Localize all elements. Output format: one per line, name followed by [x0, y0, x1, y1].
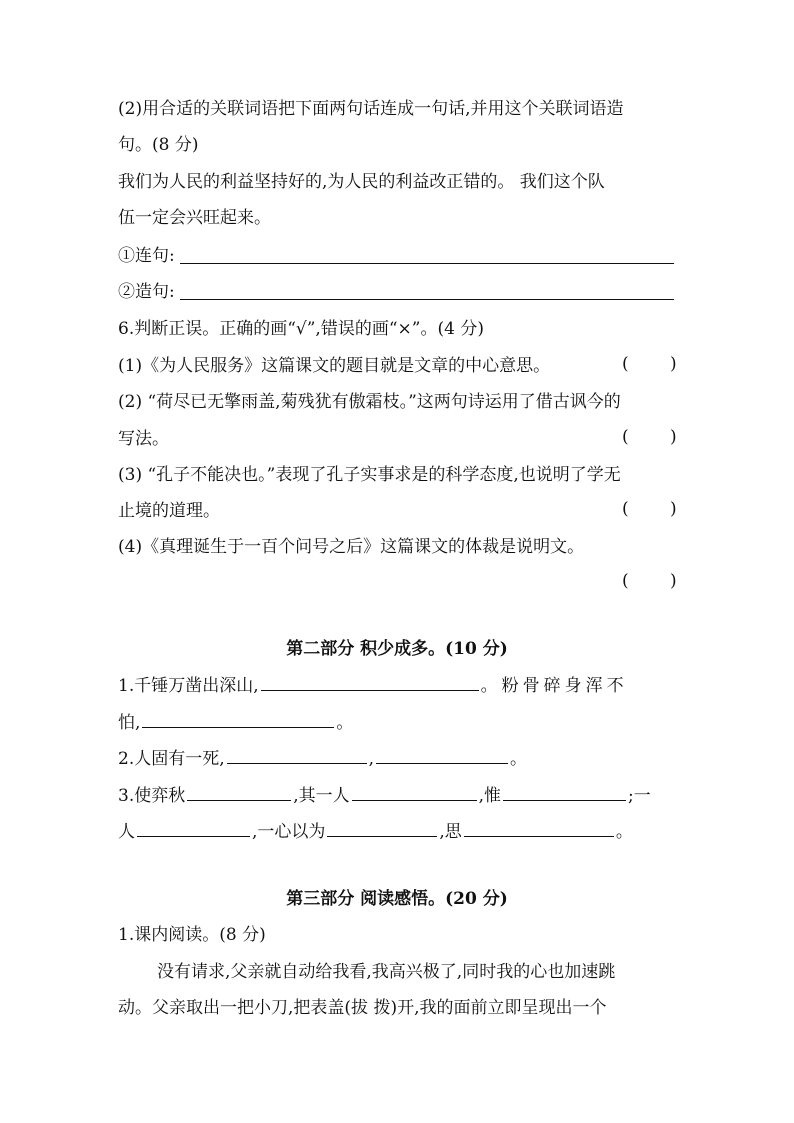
blank-4[interactable]: [376, 746, 508, 764]
blank-10[interactable]: [464, 819, 614, 837]
q6-item-3-line2: 止境的道理。: [118, 501, 220, 521]
part3-q1-title: 1.课内阅读。(8 分): [118, 925, 266, 945]
part2-q1-line2: [118, 710, 678, 735]
paren-close: ): [670, 427, 677, 447]
q6-title: 6.判断正误。正确的画“√”,错误的画“×”。(4 分): [118, 319, 484, 339]
blank-1[interactable]: [261, 673, 479, 691]
part2-q3-line1: [118, 783, 678, 808]
q6-item-3-line1: (3) “孔子不能决也。”表现了孔子实事求是的科学态度,也说明了学无: [118, 465, 621, 485]
q3-text-a: 3.使弈秋: [118, 786, 186, 806]
q2-text-b: ,: [368, 749, 375, 769]
blank-7[interactable]: [503, 783, 626, 801]
lian-ju-label: ①连句:: [118, 246, 175, 266]
q3-text-b: ,其一人: [293, 786, 350, 806]
blank-9[interactable]: [327, 819, 437, 837]
part3-heading: 第三部分 阅读感悟。(20 分): [286, 889, 508, 909]
lian-ju-answer-line[interactable]: [180, 263, 674, 264]
paren-open: (: [622, 499, 629, 519]
part2-q1-line1: [118, 673, 678, 698]
blank-5[interactable]: [187, 783, 291, 801]
q3-text-g: ,思: [439, 822, 462, 842]
reading-passage-line2: 动。父亲取出一把小刀,把表盖(拔 拨)开,我的面前立即呈现出一个: [118, 998, 607, 1018]
paren-close: ): [670, 499, 677, 519]
paren-open: (: [622, 354, 629, 374]
q1-text-b: 。粉骨碎身浑不: [480, 676, 628, 696]
q1-text-a: 1.千锤万凿出深山,: [118, 676, 259, 696]
q6-item-2-line1: (2) “荷尽已无擎雨盖,菊残犹有傲霜枝。”这两句诗运用了借古讽今的: [118, 392, 621, 412]
q3-text-h: 。: [615, 822, 633, 842]
zao-ju-answer-line[interactable]: [180, 299, 674, 300]
part2-q2: [118, 746, 678, 771]
q2-text-a: 2.人固有一死,: [118, 749, 225, 769]
q3-text-e: 人: [118, 822, 135, 842]
blank-8[interactable]: [137, 819, 250, 837]
q6-item-1: (1)《为人民服务》这篇课文的题目就是文章的中心意思。: [118, 356, 551, 376]
part2-q3-line2: [118, 819, 678, 844]
q6-item-2-line2: 写法。: [118, 429, 169, 449]
q5-2-prompt-line2: 句。(8 分): [118, 135, 199, 155]
blank-6[interactable]: [352, 783, 477, 801]
reading-passage-line1: 没有请求,父亲就自动给我看,我高兴极了,同时我的心也加速跳: [157, 962, 616, 982]
zao-ju-label: ②造句:: [118, 282, 175, 302]
paren-open: (: [622, 571, 629, 591]
q6-item-2-answer[interactable]: [622, 427, 678, 447]
q5-2-prompt-line1: (2)用合适的关联词语把下面两句话连成一句话,并用这个关联词语造: [118, 99, 624, 119]
blank-3[interactable]: [227, 746, 367, 764]
q2-text-c: 。: [510, 749, 528, 769]
q3-text-f: ,一心以为: [252, 822, 326, 842]
paren-close: ): [670, 354, 677, 374]
blank-2[interactable]: [142, 710, 334, 728]
part2-heading: 第二部分 积少成多。(10 分): [286, 639, 508, 659]
q5-2-source-line1: 我们为人民的利益坚持好的,为人民的利益改正错的。 我们这个队: [118, 172, 605, 192]
q3-text-c: ,惟: [478, 786, 502, 806]
q1-text-d: 。: [336, 713, 354, 733]
q5-2-source-line2: 伍一定会兴旺起来。: [118, 208, 271, 228]
q6-item-4-answer[interactable]: [622, 571, 678, 591]
q6-item-1-answer[interactable]: [622, 354, 678, 374]
q3-text-d: ;一: [628, 786, 651, 806]
paren-open: (: [622, 427, 629, 447]
q6-item-3-answer[interactable]: [622, 499, 678, 519]
q6-item-4: (4)《真理诞生于一百个问号之后》这篇课文的体裁是说明文。: [118, 537, 585, 557]
paren-close: ): [670, 571, 677, 591]
q1-text-c: 怕,: [118, 713, 141, 733]
